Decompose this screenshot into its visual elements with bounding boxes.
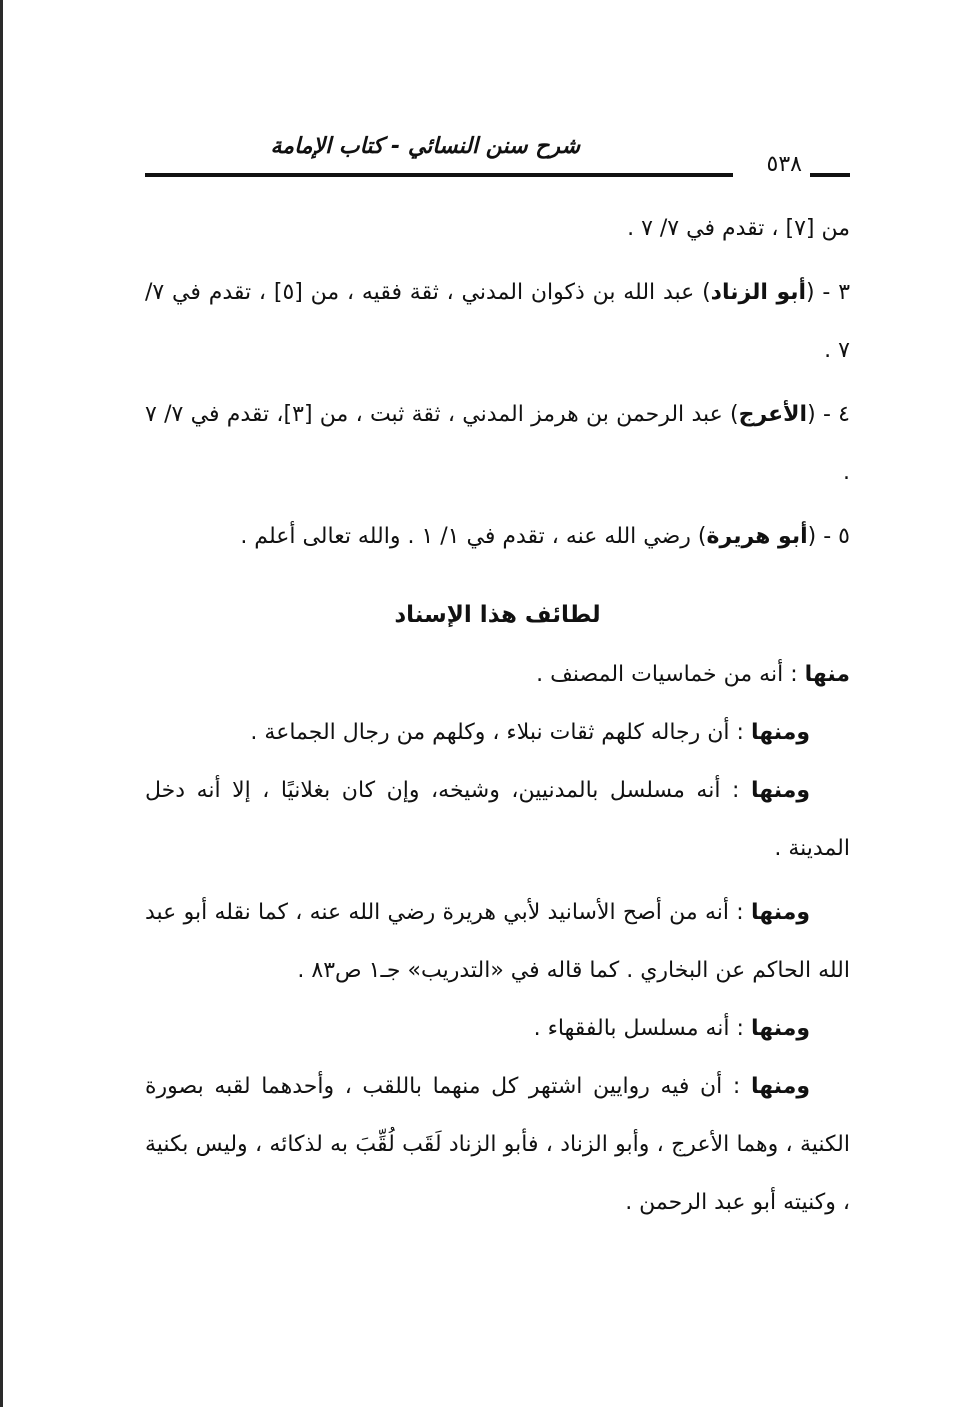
- item-text: : أنه من أصح الأسانيد لأبي هريرة رضي الله عنه ، كما نقله أبو عبد الله الحاكم عن البخاري . كما قاله في «التدريب» جـ١ ص٨٣ .: [145, 900, 850, 983]
- item-label: ومنها: [750, 900, 810, 925]
- narrator-name: أبو الزناد: [710, 280, 807, 305]
- item-label: ومنها: [750, 778, 810, 803]
- entry-number: ٣ - (: [806, 280, 851, 305]
- item-text: : أن فيه روايين اشتهر كل منهما باللقب ، وأحدهما لقبه بصورة الكنية ، وهما الأعرج ، وأبو الزناد ، فأبو الزناد لَقَب لُقِّبَ به لذكائه ، وليس بكنية ، وكنيته أبو عبد الرحمن .: [145, 1074, 850, 1215]
- narrator-description: ) عبد الرحمن بن هرمز المدني ، ثقة ثبت ، من [٣]، تقدم في ٧/ ٧ .: [145, 402, 850, 485]
- page-number: ٥٣٨: [766, 152, 802, 177]
- benefit-item: [145, 1058, 850, 1232]
- paragraph-continuation: من [٧] ، تقدم في ٧/ ٧ .: [627, 216, 850, 241]
- narrator-entry-3: [145, 264, 850, 380]
- item-text: : أنه من خماسيات المصنف .: [536, 662, 805, 687]
- item-text: : أنه مسلسل بالفقهاء .: [533, 1016, 751, 1041]
- binding-edge-line: [0, 0, 3, 1407]
- entry-number: ٥ - (: [807, 524, 850, 549]
- benefit-item: [145, 1000, 850, 1058]
- item-label: ومنها: [750, 720, 810, 745]
- page-header: [145, 128, 850, 184]
- narrator-name: أبو هريرة: [706, 524, 808, 549]
- benefit-item: [145, 646, 850, 704]
- item-label: منها: [804, 662, 850, 687]
- header-rule: [145, 173, 733, 177]
- item-label: ومنها: [750, 1016, 810, 1041]
- narrator-name: الأعرج: [738, 402, 808, 427]
- item-text: : أن رجاله كلهم ثقات نبلاء ، وكلهم من رجال الجماعة .: [250, 720, 751, 745]
- benefit-item: [145, 762, 850, 878]
- narrator-entry-4: [145, 386, 850, 502]
- benefit-item: [145, 884, 850, 1000]
- narrator-description: ) عبد الله بن ذكوان المدني ، ثقة فقيه ، من [٥] ، تقدم في ٧/ ٧ .: [145, 280, 850, 363]
- narrator-description: ) رضي الله عنه ، تقدم في ١/ ١ . والله تعالى أعلم .: [240, 524, 707, 549]
- running-title: شرح سنن النسائي - كتاب الإمامة: [270, 134, 580, 159]
- item-text: : أنه مسلسل بالمدنيين، وشيخه، وإن كان بغلانيًا ، إلا أنه دخل المدينة .: [145, 778, 850, 861]
- page-body: [145, 200, 850, 1232]
- header-rule-short: [810, 173, 850, 177]
- entry-number: ٤ - (: [807, 402, 850, 427]
- item-label: ومنها: [750, 1074, 810, 1099]
- section-heading: لطائف هذا الإسناد: [394, 602, 601, 628]
- narrator-entry-5: [145, 508, 850, 566]
- benefit-item: [145, 704, 850, 762]
